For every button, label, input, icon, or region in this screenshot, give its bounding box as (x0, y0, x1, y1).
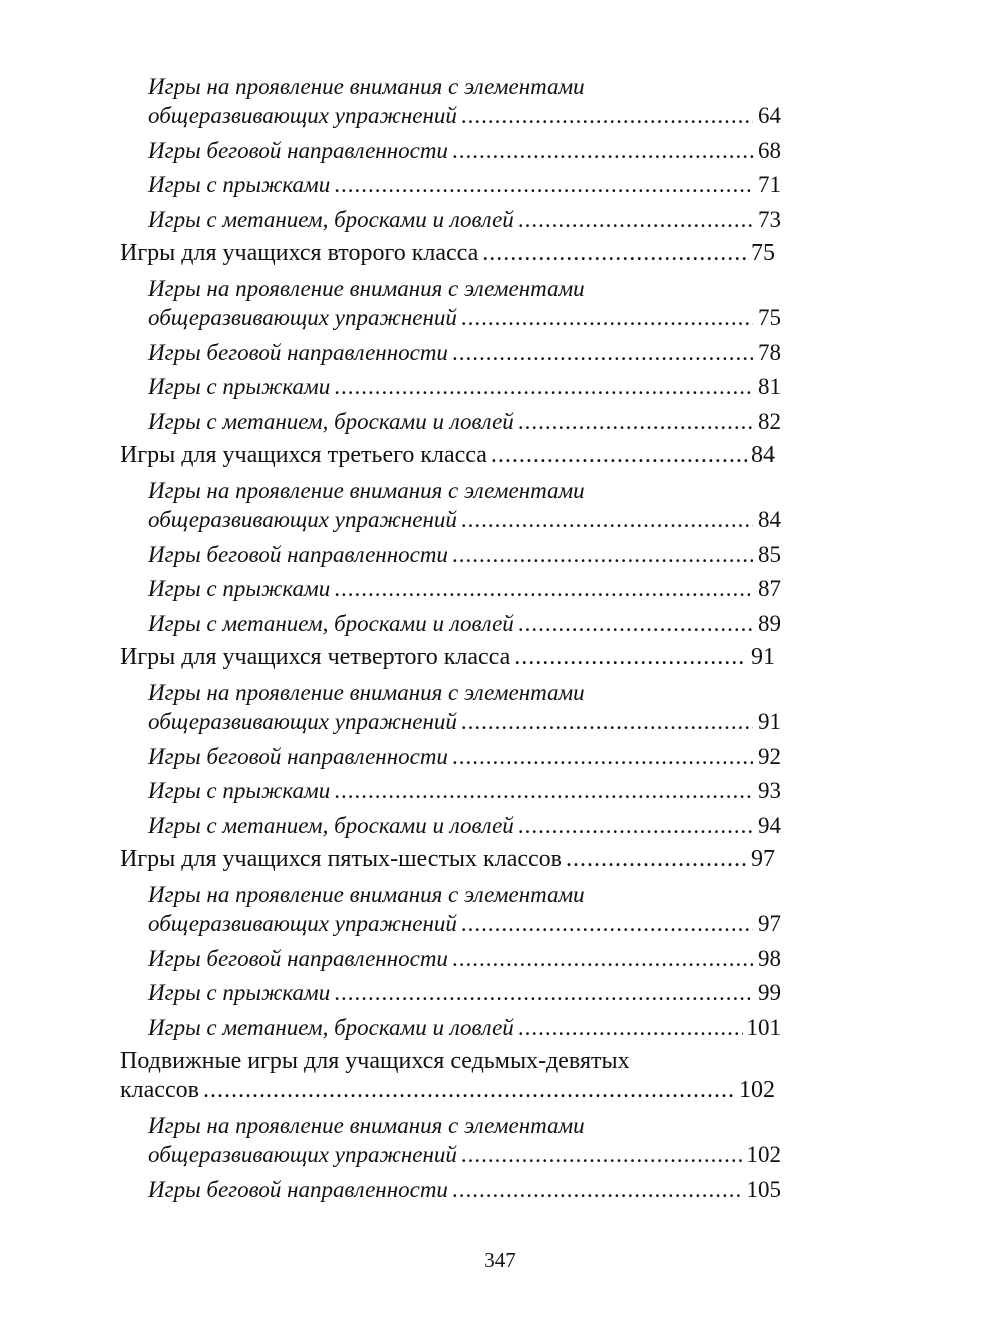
toc-entry-page: 64 (758, 103, 781, 128)
dot-leader (452, 742, 753, 771)
toc-entry-title-line: Игры на проявление внимания с элементами (148, 882, 585, 907)
toc-entry-page: 68 (758, 137, 781, 163)
toc-entry-title: Игры с прыжками (148, 576, 331, 601)
dot-leader (334, 372, 753, 401)
toc-subsection (120, 978, 781, 1007)
toc-entry-row (148, 407, 781, 436)
dot-leader (461, 909, 753, 938)
toc-entry-page: 102 (746, 1142, 781, 1167)
dot-leader (461, 101, 753, 130)
toc-entry-row (120, 1076, 775, 1105)
dot-leader (518, 205, 753, 234)
dot-leader (334, 574, 753, 603)
dot-leader (334, 776, 753, 805)
toc-entry-row (120, 441, 775, 470)
toc-entry-row (148, 101, 781, 130)
toc-entry-row (148, 609, 781, 638)
dot-leader (518, 1013, 743, 1042)
page-number: 347 (484, 1248, 516, 1272)
toc-entry-row (148, 205, 781, 234)
toc-entry-page: 97 (751, 846, 775, 872)
dot-leader (461, 303, 753, 332)
toc-entry-title: Игры с прыжками (148, 374, 331, 399)
dot-leader (461, 707, 753, 736)
toc-entry-row (148, 505, 781, 534)
toc-entry-title: Игры с метанием, бросками и ловлей (148, 1014, 514, 1040)
toc-entry-page: 75 (751, 240, 775, 266)
toc-entry-title: Игры с метанием, бросками и ловлей (148, 206, 514, 232)
toc-subsection (120, 338, 781, 367)
dot-leader (452, 1175, 743, 1204)
toc-entry-title: общеразвивающих упражнений (148, 305, 457, 330)
toc-entry-title: классов (120, 1077, 199, 1103)
dot-leader (334, 170, 753, 199)
toc-subsection (120, 274, 781, 332)
toc-entry-title: Игры беговой направленности (148, 743, 448, 769)
toc-subsection (120, 170, 781, 199)
toc-section (120, 1047, 775, 1105)
toc-entry-page: 84 (758, 507, 781, 532)
toc-entry-page: 98 (758, 945, 781, 971)
toc-entry-row (148, 978, 781, 1007)
toc-entry-row (148, 303, 781, 332)
toc-entry-page: 93 (758, 778, 781, 803)
toc-entry-page: 101 (746, 1014, 781, 1040)
toc-section (120, 845, 775, 874)
dot-leader (518, 407, 753, 436)
toc-entry-title: Игры с метанием, бросками и ловлей (148, 812, 514, 838)
toc-subsection (120, 944, 781, 973)
toc-entry-row (148, 742, 781, 771)
toc-subsection (120, 742, 781, 771)
toc-entry-title: Игры для учащихся третьего класса (120, 442, 487, 468)
toc-entry-title: Игры беговой направленности (148, 945, 448, 971)
toc-section (120, 441, 775, 470)
toc-entry-title: Игры с прыжками (148, 980, 331, 1005)
toc-entry-title: Игры беговой направленности (148, 541, 448, 567)
toc-subsection (120, 574, 781, 603)
toc-entry-page: 91 (758, 709, 781, 734)
toc-entry-title: Игры с прыжками (148, 172, 331, 197)
toc-entry-title-line: Игры на проявление внимания с элементами (148, 478, 585, 503)
toc-subsection (120, 1013, 781, 1042)
toc-entry-page: 73 (758, 206, 781, 232)
toc-subsection (120, 1111, 781, 1169)
toc-entry-row (148, 372, 781, 401)
toc-entry-title: Игры с метанием, бросками и ловлей (148, 610, 514, 636)
toc-entry-row (120, 239, 775, 268)
toc-entry-title-line: Игры на проявление внимания с элементами (148, 276, 585, 301)
dot-leader (334, 978, 753, 1007)
toc-entry-title: Игры беговой направленности (148, 339, 448, 365)
toc-entry-title: Игры беговой направленности (148, 1176, 448, 1202)
toc-subsection (120, 407, 781, 436)
toc-entry-page: 84 (751, 442, 775, 468)
toc-entry-row (148, 811, 781, 840)
toc-entry-title-line: Подвижные игры для учащихся седьмых-девятых (120, 1048, 630, 1074)
toc-entry-title: Игры с метанием, бросками и ловлей (148, 408, 514, 434)
toc-entry-page: 81 (758, 374, 781, 399)
dot-leader (491, 441, 747, 470)
toc-entry-title: общеразвивающих упражнений (148, 709, 457, 734)
toc-entry-page: 78 (758, 339, 781, 365)
dot-leader (482, 239, 747, 268)
toc-entry-title: общеразвивающих упражнений (148, 911, 457, 936)
toc-entry-page: 87 (758, 576, 781, 601)
toc-entry-row (148, 944, 781, 973)
toc-entry-page: 82 (758, 408, 781, 434)
toc-entry-page: 85 (758, 541, 781, 567)
toc-subsection (120, 880, 781, 938)
toc-entry-row (148, 338, 781, 367)
toc-entry-row (120, 845, 775, 874)
dot-leader (452, 136, 753, 165)
toc-entry-page: 89 (758, 610, 781, 636)
toc-entry-page: 102 (739, 1077, 775, 1103)
dot-leader (461, 505, 753, 534)
toc-subsection (120, 776, 781, 805)
toc-subsection (120, 678, 781, 736)
toc-entry-title: общеразвивающих упражнений (148, 103, 457, 128)
toc-entry-title: Игры беговой направленности (148, 137, 448, 163)
toc-entry-title-line: Игры на проявление внимания с элементами (148, 1113, 585, 1138)
toc-entry-title: общеразвивающих упражнений (148, 507, 457, 532)
toc-entry-row (148, 170, 781, 199)
toc-entry-row (148, 707, 781, 736)
toc-entry-row (120, 643, 775, 672)
dot-leader (518, 811, 753, 840)
toc-subsection (120, 540, 781, 569)
dot-leader (514, 643, 747, 672)
toc-subsection (120, 72, 781, 130)
dot-leader (452, 540, 753, 569)
toc-entry-title: общеразвивающих упражнений (148, 1142, 457, 1167)
toc-subsection (120, 1175, 781, 1204)
toc-section (120, 643, 775, 672)
toc-subsection (120, 811, 781, 840)
toc-entry-row (148, 776, 781, 805)
toc-entry-page: 92 (758, 743, 781, 769)
toc-entry-page: 97 (758, 911, 781, 936)
toc-entry-row (148, 136, 781, 165)
toc-entry-row (148, 540, 781, 569)
toc-entry-row (148, 1013, 781, 1042)
toc-entry-row (148, 574, 781, 603)
toc-entry-page: 71 (758, 172, 781, 197)
toc-entry-title: Игры с прыжками (148, 778, 331, 803)
toc-entry-row (148, 1175, 781, 1204)
dot-leader (566, 845, 747, 874)
dot-leader (203, 1076, 735, 1105)
toc-subsection (120, 136, 781, 165)
toc-entry-page: 105 (746, 1176, 781, 1202)
toc-entry-page: 91 (751, 644, 775, 670)
toc-entry-title-line: Игры на проявление внимания с элементами (148, 680, 585, 705)
dot-leader (518, 609, 753, 638)
toc-section (120, 239, 775, 268)
dot-leader (452, 338, 753, 367)
toc-entry-page: 99 (758, 980, 781, 1005)
toc-entry-title: Игры для учащихся пятых-шестых классов (120, 846, 562, 872)
toc-entry-title: Игры для учащихся второго класса (120, 240, 479, 266)
toc-subsection (120, 372, 781, 401)
toc-entry-row (148, 1140, 781, 1169)
table-of-contents (120, 72, 781, 1209)
dot-leader (461, 1140, 743, 1169)
toc-subsection (120, 476, 781, 534)
toc-entry-page: 94 (758, 812, 781, 838)
toc-subsection (120, 609, 781, 638)
toc-subsection (120, 205, 781, 234)
toc-entry-page: 75 (758, 305, 781, 330)
toc-entry-title: Игры для учащихся четвертого класса (120, 644, 511, 670)
toc-entry-title-line: Игры на проявление внимания с элементами (148, 74, 585, 99)
dot-leader (452, 944, 753, 973)
toc-entry-row (148, 909, 781, 938)
